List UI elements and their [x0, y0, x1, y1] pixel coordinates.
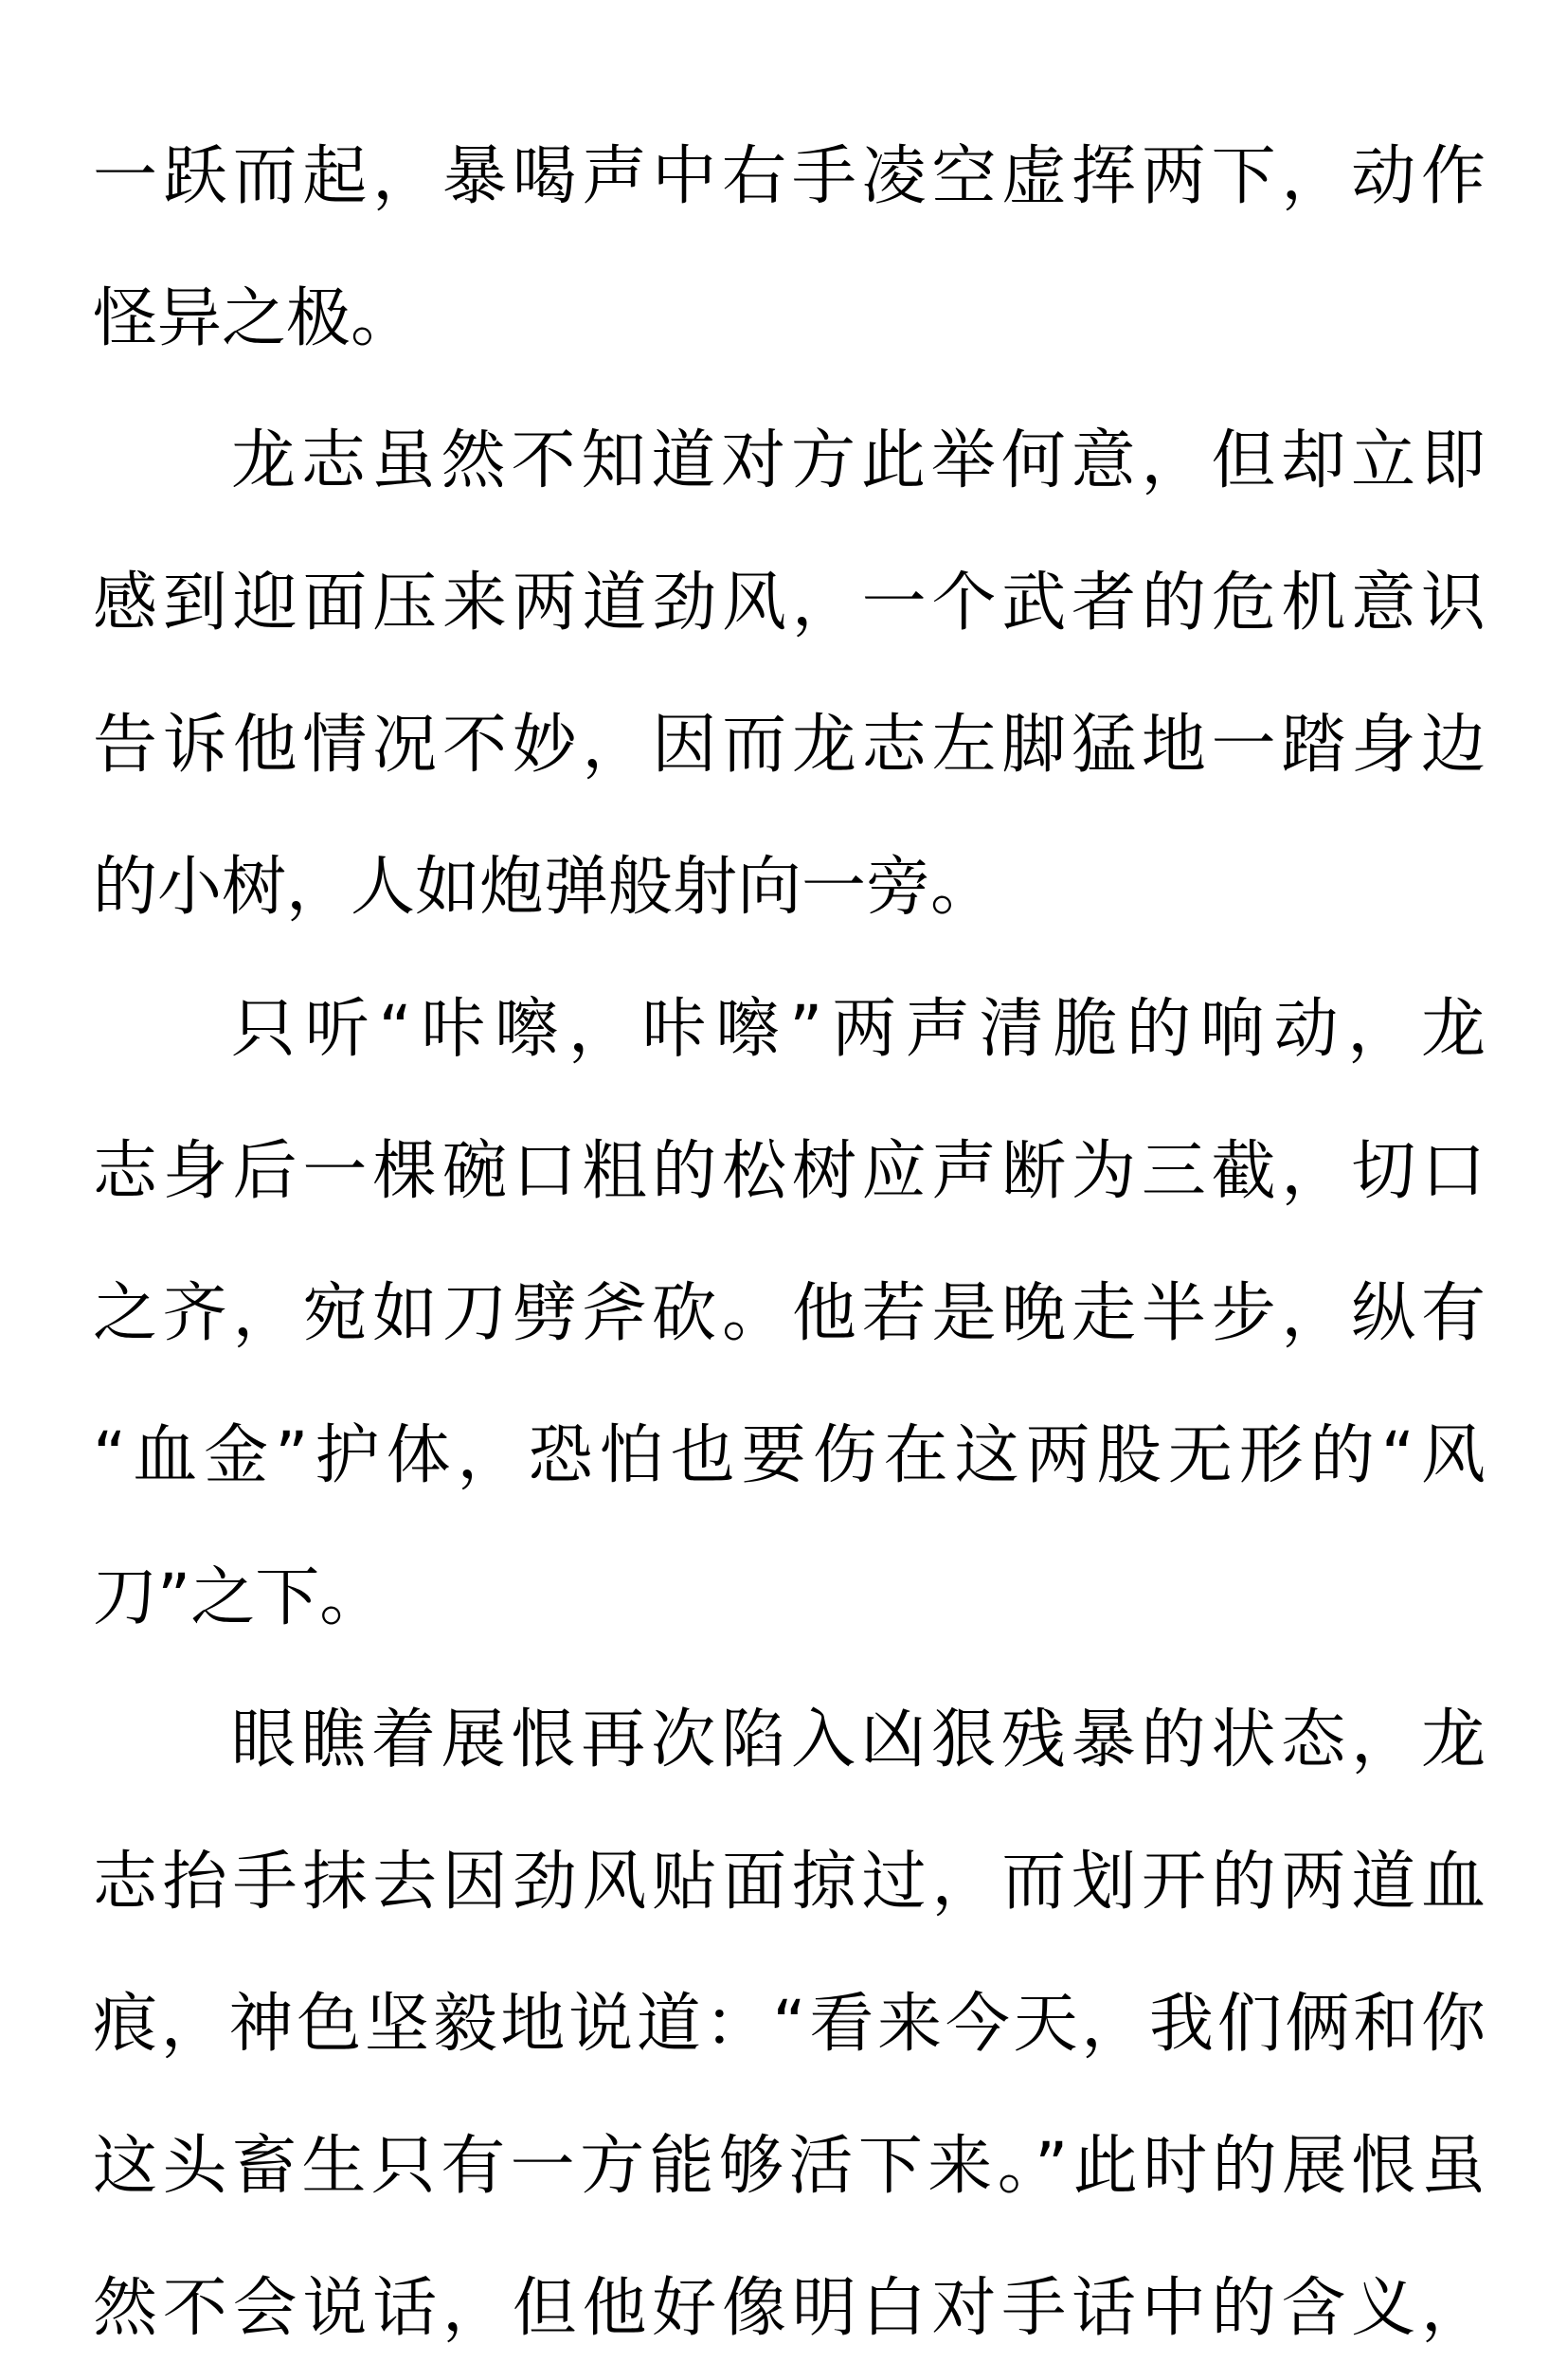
text-line: 一跃而起，暴喝声中右手凌空虚挥两下，动作 [93, 139, 1486, 214]
text-line: 的小树，人如炮弹般射向一旁。 [93, 850, 996, 925]
text-line: 痕，神色坚毅地说道：“看来今天，我们俩和你 [93, 1987, 1486, 2062]
text-line: “血金”护体，恐怕也要伤在这两股无形的“风 [93, 1418, 1486, 1493]
text-line: 然不会说话，但他好像明白对手话中的含义， [93, 2271, 1486, 2346]
text-line: 告诉他情况不妙，因而龙志左脚猛地一踏身边 [93, 708, 1486, 783]
text-line: 这头畜生只有一方能够活下来。”此时的展恨虽 [93, 2129, 1486, 2204]
text-line: 眼瞧着展恨再次陷入凶狠残暴的状态，龙 [231, 1703, 1486, 1777]
text-line: 只听“咔嚓，咔嚓”两声清脆的响动，龙 [231, 992, 1486, 1067]
text-line: 之齐，宛如刀劈斧砍。他若是晚走半步，纵有 [93, 1276, 1486, 1351]
text-line: 怪异之极。 [93, 281, 416, 356]
text-line: 龙志虽然不知道对方此举何意，但却立即 [231, 424, 1486, 498]
body-text [93, 106, 1486, 2380]
text-line: 感到迎面压来两道劲风，一个武者的危机意识 [93, 566, 1486, 640]
text-line: 刀”之下。 [93, 1560, 385, 1635]
text-line: 志抬手抹去因劲风贴面掠过，而划开的两道血 [93, 1845, 1486, 1920]
text-line: 志身后一棵碗口粗的松树应声断为三截，切口 [93, 1134, 1486, 1209]
